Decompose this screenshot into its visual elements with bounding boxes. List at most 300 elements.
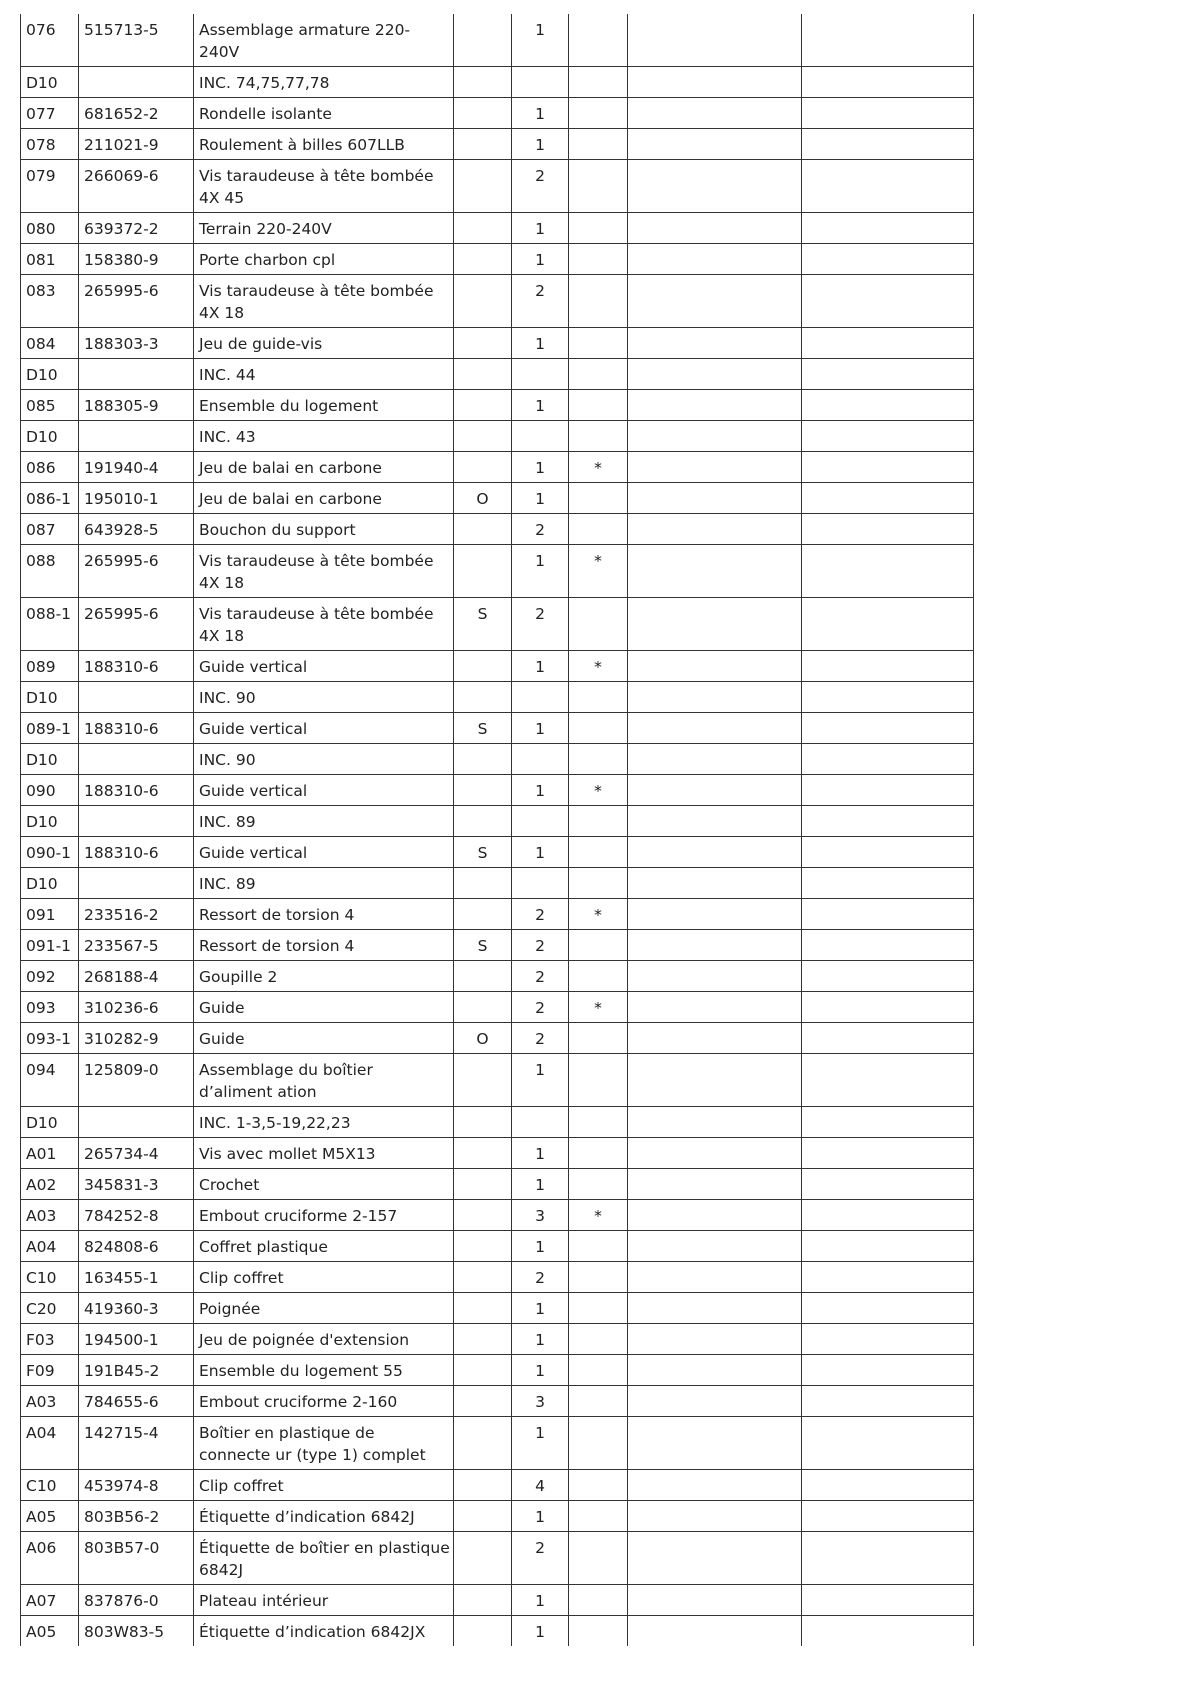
item-number-cell: A02 xyxy=(21,1169,79,1200)
indicator-cell xyxy=(454,1386,512,1417)
mark-cell xyxy=(569,1501,628,1532)
table-row xyxy=(21,421,974,452)
blank-cell xyxy=(628,328,802,359)
table-row xyxy=(21,1324,974,1355)
description-cell: Guide xyxy=(194,1023,454,1054)
description-cell: Poignée xyxy=(194,1293,454,1324)
parts-list-table xyxy=(20,14,974,1646)
quantity-cell: 2 xyxy=(512,930,569,961)
description-cell: Ensemble du logement xyxy=(194,390,454,421)
blank-cell xyxy=(802,961,974,992)
blank-cell xyxy=(802,651,974,682)
part-number-cell: 188303-3 xyxy=(79,328,194,359)
part-number-cell: 268188-4 xyxy=(79,961,194,992)
item-number-cell: C10 xyxy=(21,1470,79,1501)
part-number-cell: 211021-9 xyxy=(79,129,194,160)
quantity-cell: 1 xyxy=(512,1616,569,1647)
table-row xyxy=(21,682,974,713)
item-number-cell: D10 xyxy=(21,744,79,775)
blank-cell xyxy=(802,421,974,452)
mark-cell xyxy=(569,1470,628,1501)
table-row xyxy=(21,514,974,545)
mark-cell: * xyxy=(569,452,628,483)
item-number-cell: 077 xyxy=(21,98,79,129)
indicator-cell xyxy=(454,275,512,328)
table-row xyxy=(21,1417,974,1470)
blank-cell xyxy=(628,806,802,837)
indicator-cell: S xyxy=(454,837,512,868)
description-cell: Boîtier en plastique de connecte ur (type 1) complet xyxy=(194,1417,454,1470)
mark-cell xyxy=(569,514,628,545)
part-number-cell: 803B56-2 xyxy=(79,1501,194,1532)
mark-cell xyxy=(569,744,628,775)
indicator-cell xyxy=(454,328,512,359)
blank-cell xyxy=(628,483,802,514)
part-number-cell: 419360-3 xyxy=(79,1293,194,1324)
blank-cell xyxy=(802,1470,974,1501)
table-row xyxy=(21,1355,974,1386)
indicator-cell xyxy=(454,775,512,806)
table-row xyxy=(21,899,974,930)
table-row xyxy=(21,213,974,244)
blank-cell xyxy=(628,961,802,992)
mark-cell xyxy=(569,14,628,67)
item-number-cell: 079 xyxy=(21,160,79,213)
item-number-cell: A01 xyxy=(21,1138,79,1169)
item-number-cell: A03 xyxy=(21,1386,79,1417)
description-cell: INC. 43 xyxy=(194,421,454,452)
description-cell: Coffret plastique xyxy=(194,1231,454,1262)
item-number-cell: 089 xyxy=(21,651,79,682)
item-number-cell: D10 xyxy=(21,682,79,713)
mark-cell: * xyxy=(569,775,628,806)
item-number-cell: 087 xyxy=(21,514,79,545)
blank-cell xyxy=(628,1169,802,1200)
blank-cell xyxy=(628,160,802,213)
indicator-cell xyxy=(454,899,512,930)
mark-cell xyxy=(569,1231,628,1262)
blank-cell xyxy=(628,244,802,275)
blank-cell xyxy=(628,930,802,961)
mark-cell xyxy=(569,1262,628,1293)
blank-cell xyxy=(802,1355,974,1386)
description-cell: Ressort de torsion 4 xyxy=(194,930,454,961)
blank-cell xyxy=(802,1293,974,1324)
indicator-cell xyxy=(454,1107,512,1138)
table-row xyxy=(21,1293,974,1324)
part-number-cell: 188310-6 xyxy=(79,651,194,682)
mark-cell xyxy=(569,67,628,98)
description-cell: INC. 44 xyxy=(194,359,454,390)
part-number-cell: 265995-6 xyxy=(79,545,194,598)
quantity-cell: 2 xyxy=(512,1532,569,1585)
mark-cell xyxy=(569,1169,628,1200)
table-row xyxy=(21,806,974,837)
part-number-cell: 191940-4 xyxy=(79,452,194,483)
blank-cell xyxy=(802,899,974,930)
blank-cell xyxy=(802,1616,974,1647)
table-row xyxy=(21,837,974,868)
blank-cell xyxy=(802,682,974,713)
blank-cell xyxy=(628,1231,802,1262)
indicator-cell xyxy=(454,1054,512,1107)
blank-cell xyxy=(628,1023,802,1054)
item-number-cell: 080 xyxy=(21,213,79,244)
mark-cell: * xyxy=(569,992,628,1023)
mark-cell xyxy=(569,483,628,514)
blank-cell xyxy=(802,1231,974,1262)
table-row xyxy=(21,1231,974,1262)
blank-cell xyxy=(802,514,974,545)
indicator-cell xyxy=(454,359,512,390)
blank-cell xyxy=(628,514,802,545)
blank-cell xyxy=(628,682,802,713)
quantity-cell: 1 xyxy=(512,837,569,868)
part-number-cell: 310236-6 xyxy=(79,992,194,1023)
blank-cell xyxy=(628,1470,802,1501)
table-row xyxy=(21,390,974,421)
indicator-cell xyxy=(454,421,512,452)
quantity-cell xyxy=(512,421,569,452)
description-cell: Roulement à billes 607LLB xyxy=(194,129,454,160)
description-cell: INC. 74,75,77,78 xyxy=(194,67,454,98)
mark-cell xyxy=(569,1293,628,1324)
quantity-cell: 1 xyxy=(512,1355,569,1386)
indicator-cell xyxy=(454,1169,512,1200)
part-number-cell: 345831-3 xyxy=(79,1169,194,1200)
table-row xyxy=(21,98,974,129)
mark-cell xyxy=(569,837,628,868)
table-row xyxy=(21,1107,974,1138)
indicator-cell xyxy=(454,1616,512,1647)
quantity-cell: 1 xyxy=(512,1231,569,1262)
description-cell: Jeu de balai en carbone xyxy=(194,483,454,514)
mark-cell xyxy=(569,868,628,899)
blank-cell xyxy=(628,1107,802,1138)
mark-cell: * xyxy=(569,545,628,598)
blank-cell xyxy=(802,14,974,67)
blank-cell xyxy=(802,598,974,651)
blank-cell xyxy=(802,868,974,899)
blank-cell xyxy=(628,14,802,67)
item-number-cell: 088 xyxy=(21,545,79,598)
blank-cell xyxy=(802,1501,974,1532)
quantity-cell: 1 xyxy=(512,98,569,129)
blank-cell xyxy=(802,213,974,244)
part-number-cell xyxy=(79,682,194,713)
mark-cell xyxy=(569,806,628,837)
indicator-cell xyxy=(454,1532,512,1585)
indicator-cell xyxy=(454,213,512,244)
blank-cell xyxy=(802,1023,974,1054)
mark-cell xyxy=(569,1138,628,1169)
part-number-cell: 803B57-0 xyxy=(79,1532,194,1585)
table-row xyxy=(21,1470,974,1501)
indicator-cell xyxy=(454,1470,512,1501)
description-cell: Vis taraudeuse à tête bombée 4X 18 xyxy=(194,598,454,651)
indicator-cell xyxy=(454,1501,512,1532)
table-row xyxy=(21,775,974,806)
item-number-cell: 090-1 xyxy=(21,837,79,868)
table-row xyxy=(21,651,974,682)
blank-cell xyxy=(628,744,802,775)
blank-cell xyxy=(628,1324,802,1355)
quantity-cell: 1 xyxy=(512,213,569,244)
description-cell: Vis taraudeuse à tête bombée 4X 45 xyxy=(194,160,454,213)
description-cell: Guide vertical xyxy=(194,775,454,806)
blank-cell xyxy=(628,421,802,452)
indicator-cell xyxy=(454,14,512,67)
indicator-cell xyxy=(454,1355,512,1386)
table-row xyxy=(21,1616,974,1647)
blank-cell xyxy=(802,837,974,868)
quantity-cell: 3 xyxy=(512,1200,569,1231)
item-number-cell: A03 xyxy=(21,1200,79,1231)
blank-cell xyxy=(628,213,802,244)
blank-cell xyxy=(628,98,802,129)
part-number-cell: 681652-2 xyxy=(79,98,194,129)
quantity-cell: 2 xyxy=(512,160,569,213)
quantity-cell: 1 xyxy=(512,452,569,483)
description-cell: Guide vertical xyxy=(194,651,454,682)
quantity-cell: 2 xyxy=(512,961,569,992)
description-cell: Jeu de poignée d'extension xyxy=(194,1324,454,1355)
description-cell: Étiquette d’indication 6842JX xyxy=(194,1616,454,1647)
blank-cell xyxy=(802,98,974,129)
indicator-cell xyxy=(454,1293,512,1324)
indicator-cell xyxy=(454,1585,512,1616)
blank-cell xyxy=(802,160,974,213)
blank-cell xyxy=(802,275,974,328)
indicator-cell xyxy=(454,452,512,483)
quantity-cell: 1 xyxy=(512,651,569,682)
table-row xyxy=(21,992,974,1023)
blank-cell xyxy=(628,1355,802,1386)
table-row xyxy=(21,14,974,67)
mark-cell xyxy=(569,98,628,129)
part-number-cell: 163455-1 xyxy=(79,1262,194,1293)
indicator-cell: S xyxy=(454,598,512,651)
blank-cell xyxy=(628,1138,802,1169)
description-cell: Étiquette d’indication 6842J xyxy=(194,1501,454,1532)
quantity-cell: 1 xyxy=(512,1054,569,1107)
part-number-cell: 188305-9 xyxy=(79,390,194,421)
quantity-cell xyxy=(512,806,569,837)
description-cell: Assemblage du boîtier d’aliment ation xyxy=(194,1054,454,1107)
part-number-cell: 265734-4 xyxy=(79,1138,194,1169)
mark-cell xyxy=(569,1054,628,1107)
item-number-cell: C10 xyxy=(21,1262,79,1293)
quantity-cell: 2 xyxy=(512,992,569,1023)
description-cell: Jeu de balai en carbone xyxy=(194,452,454,483)
mark-cell: * xyxy=(569,651,628,682)
part-number-cell: 639372-2 xyxy=(79,213,194,244)
mark-cell xyxy=(569,328,628,359)
description-cell: Clip coffret xyxy=(194,1470,454,1501)
table-row xyxy=(21,1023,974,1054)
quantity-cell: 1 xyxy=(512,244,569,275)
mark-cell xyxy=(569,1532,628,1585)
indicator-cell xyxy=(454,1200,512,1231)
quantity-cell: 2 xyxy=(512,514,569,545)
blank-cell xyxy=(802,992,974,1023)
part-number-cell: 837876-0 xyxy=(79,1585,194,1616)
quantity-cell: 1 xyxy=(512,1501,569,1532)
blank-cell xyxy=(628,775,802,806)
item-number-cell: 090 xyxy=(21,775,79,806)
mark-cell xyxy=(569,421,628,452)
part-number-cell: 233567-5 xyxy=(79,930,194,961)
part-number-cell: 824808-6 xyxy=(79,1231,194,1262)
table-row xyxy=(21,67,974,98)
indicator-cell xyxy=(454,160,512,213)
blank-cell xyxy=(628,992,802,1023)
quantity-cell: 1 xyxy=(512,328,569,359)
description-cell: INC. 90 xyxy=(194,744,454,775)
description-cell: Ensemble du logement 55 xyxy=(194,1355,454,1386)
table-row xyxy=(21,1138,974,1169)
blank-cell xyxy=(802,129,974,160)
part-number-cell: 265995-6 xyxy=(79,275,194,328)
table-row xyxy=(21,1262,974,1293)
blank-cell xyxy=(802,67,974,98)
quantity-cell: 1 xyxy=(512,129,569,160)
blank-cell xyxy=(802,1262,974,1293)
table-row xyxy=(21,1054,974,1107)
table-row xyxy=(21,1169,974,1200)
blank-cell xyxy=(628,1293,802,1324)
item-number-cell: A04 xyxy=(21,1417,79,1470)
mark-cell xyxy=(569,1107,628,1138)
indicator-cell: S xyxy=(454,930,512,961)
quantity-cell xyxy=(512,744,569,775)
part-number-cell: 125809-0 xyxy=(79,1054,194,1107)
part-number-cell: 515713-5 xyxy=(79,14,194,67)
blank-cell xyxy=(802,1532,974,1585)
description-cell: Goupille 2 xyxy=(194,961,454,992)
part-number-cell: 158380-9 xyxy=(79,244,194,275)
table-row xyxy=(21,1532,974,1585)
mark-cell xyxy=(569,359,628,390)
quantity-cell: 2 xyxy=(512,1023,569,1054)
mark-cell xyxy=(569,682,628,713)
part-number-cell: 784655-6 xyxy=(79,1386,194,1417)
item-number-cell: D10 xyxy=(21,67,79,98)
quantity-cell: 4 xyxy=(512,1470,569,1501)
blank-cell xyxy=(628,837,802,868)
item-number-cell: D10 xyxy=(21,868,79,899)
item-number-cell: A06 xyxy=(21,1532,79,1585)
indicator-cell xyxy=(454,744,512,775)
table-row xyxy=(21,1585,974,1616)
description-cell: Étiquette de boîtier en plastique 6842J xyxy=(194,1532,454,1585)
blank-cell xyxy=(802,1200,974,1231)
description-cell: Guide vertical xyxy=(194,837,454,868)
part-number-cell: 266069-6 xyxy=(79,160,194,213)
blank-cell xyxy=(802,1107,974,1138)
blank-cell xyxy=(628,868,802,899)
indicator-cell xyxy=(454,1262,512,1293)
table-row xyxy=(21,359,974,390)
part-number-cell: 195010-1 xyxy=(79,483,194,514)
item-number-cell: 083 xyxy=(21,275,79,328)
blank-cell xyxy=(802,1386,974,1417)
mark-cell xyxy=(569,961,628,992)
blank-cell xyxy=(802,328,974,359)
mark-cell xyxy=(569,1585,628,1616)
description-cell: Assemblage armature 220-240V xyxy=(194,14,454,67)
blank-cell xyxy=(802,744,974,775)
description-cell: Embout cruciforme 2-157 xyxy=(194,1200,454,1231)
indicator-cell xyxy=(454,806,512,837)
part-number-cell: 453974-8 xyxy=(79,1470,194,1501)
description-cell: Vis taraudeuse à tête bombée 4X 18 xyxy=(194,275,454,328)
table-row xyxy=(21,328,974,359)
indicator-cell xyxy=(454,1138,512,1169)
quantity-cell: 2 xyxy=(512,899,569,930)
part-number-cell xyxy=(79,67,194,98)
table-row xyxy=(21,244,974,275)
table-row xyxy=(21,744,974,775)
part-number-cell: 188310-6 xyxy=(79,713,194,744)
mark-cell xyxy=(569,160,628,213)
description-cell: Guide vertical xyxy=(194,713,454,744)
item-number-cell: D10 xyxy=(21,421,79,452)
indicator-cell xyxy=(454,1417,512,1470)
quantity-cell: 1 xyxy=(512,1585,569,1616)
blank-cell xyxy=(628,545,802,598)
indicator-cell: O xyxy=(454,483,512,514)
quantity-cell: 1 xyxy=(512,1138,569,1169)
mark-cell xyxy=(569,275,628,328)
indicator-cell xyxy=(454,651,512,682)
mark-cell xyxy=(569,1355,628,1386)
mark-cell: * xyxy=(569,899,628,930)
quantity-cell: 1 xyxy=(512,14,569,67)
blank-cell xyxy=(802,775,974,806)
item-number-cell: A05 xyxy=(21,1501,79,1532)
quantity-cell: 2 xyxy=(512,598,569,651)
table-row xyxy=(21,545,974,598)
part-number-cell: 784252-8 xyxy=(79,1200,194,1231)
table-row xyxy=(21,930,974,961)
mark-cell xyxy=(569,244,628,275)
mark-cell: * xyxy=(569,1200,628,1231)
item-number-cell: 089-1 xyxy=(21,713,79,744)
blank-cell xyxy=(628,390,802,421)
quantity-cell: 3 xyxy=(512,1386,569,1417)
quantity-cell xyxy=(512,868,569,899)
blank-cell xyxy=(628,1532,802,1585)
description-cell: Bouchon du support xyxy=(194,514,454,545)
blank-cell xyxy=(802,1585,974,1616)
part-number-cell xyxy=(79,868,194,899)
blank-cell xyxy=(628,67,802,98)
mark-cell xyxy=(569,1023,628,1054)
table-row xyxy=(21,483,974,514)
item-number-cell: 081 xyxy=(21,244,79,275)
table-row xyxy=(21,1501,974,1532)
quantity-cell xyxy=(512,67,569,98)
blank-cell xyxy=(628,1501,802,1532)
table-row xyxy=(21,598,974,651)
quantity-cell: 1 xyxy=(512,545,569,598)
part-number-cell: 191B45-2 xyxy=(79,1355,194,1386)
part-number-cell: 803W83-5 xyxy=(79,1616,194,1647)
description-cell: INC. 89 xyxy=(194,868,454,899)
mark-cell xyxy=(569,129,628,160)
blank-cell xyxy=(628,1616,802,1647)
